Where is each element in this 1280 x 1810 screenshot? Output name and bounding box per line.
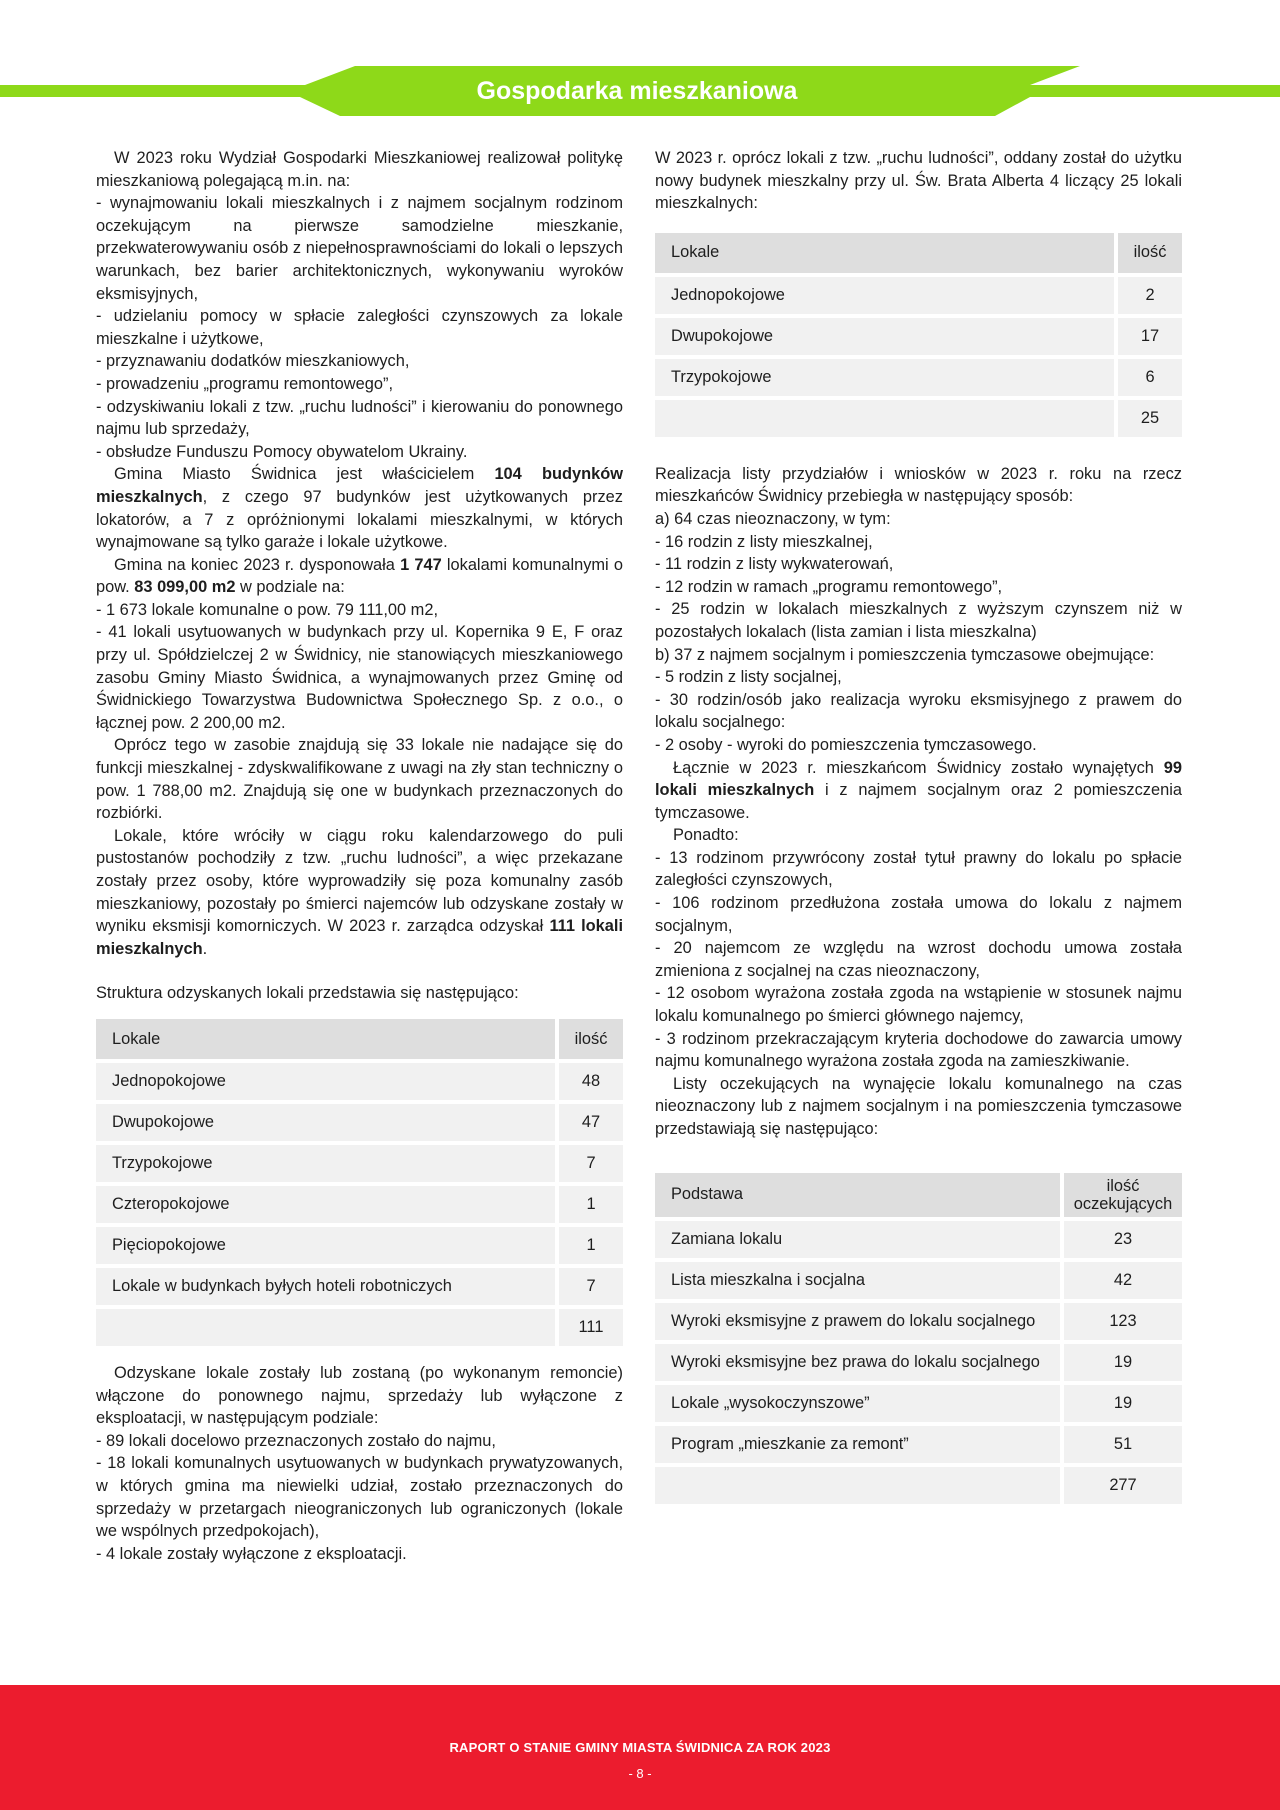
- table-cell: 2: [1118, 277, 1182, 314]
- rented-count: 99 lokali mieszkalnych: [655, 758, 1182, 800]
- unfit-paragraph: Oprócz tego w zasobie znajdują się 33 lokale nie nadające się do funkcji mieszkalnej - zdyskwalifikowane z uwagi na zły stan techniczny o pow. 1 788,00 m2. Znajdują się one w budynkach przeznaczonych do rozbiórki.: [96, 736, 623, 823]
- table-header-row: [655, 1173, 1182, 1217]
- column-header: ilość: [1118, 233, 1182, 273]
- table-cell: 17: [1118, 318, 1182, 355]
- allocation-item: - 5 rodzin z listy socjalnej,: [655, 668, 842, 687]
- table-cell: [655, 1467, 1060, 1504]
- intro-item: - odzyskiwaniu lokali z tzw. „ruchu ludności” i kierowaniu do ponownego najmu lub sprzedaży,: [96, 397, 623, 439]
- units-count: 1 747: [400, 555, 442, 574]
- table-cell: Dwupokojowe: [655, 318, 1114, 355]
- allocation-paragraph: Realizacja listy przydziałów i wniosków w 2023 r. roku na rzecz mieszkańców Świdnicy przebiegła w następujący sposób:: [655, 464, 1182, 506]
- table-row: [655, 1344, 1182, 1381]
- table-row: [96, 1104, 623, 1141]
- page-footer: [0, 1685, 1280, 1810]
- table-cell: 23: [1064, 1221, 1182, 1258]
- table-row: [96, 1186, 623, 1223]
- new-building-paragraph: W 2023 r. oprócz lokali z tzw. „ruchu ludności”, oddany został do użytku nowy budynek mieszkalny przy ul. Św. Brata Alberta 4 liczący 25 lokali mieszkalnych:: [655, 149, 1182, 213]
- outro-paragraph: Odzyskane lokale zostały lub zostaną (po wykonanym remoncie) włączone do ponownego najmu, sprzedaży lub wyłączone z eksploatacji, w następującym podziale:: [96, 1363, 623, 1428]
- intro-item: - udzielaniu pomocy w spłacie zaległości czynszowych za lokale mieszkalne i użytkowe,: [96, 307, 623, 348]
- table-cell: 7: [559, 1145, 623, 1182]
- table-cell: Lokale „wysokoczynszowe”: [655, 1385, 1060, 1422]
- total-rented-paragraph: Łącznie w 2023 r. mieszkańcom Świdnicy zostało wynajętych 99 lokali mieszkalnych i z najmem socjalnym oraz 2 pomieszczenia tymczasowe.: [655, 758, 1182, 822]
- allocation-item: - 11 rodzin z listy wykwaterowań,: [655, 555, 894, 574]
- stock-item: - 1 673 lokale komunalne o pow. 79 111,00 m2,: [96, 600, 439, 619]
- table-cell: Lokale w budynkach byłych hoteli robotniczych: [96, 1268, 555, 1305]
- intro-item: - obsłudze Funduszu Pomocy obywatelom Ukrainy.: [96, 442, 468, 461]
- table-row: [655, 318, 1182, 355]
- outro-item: - 89 lokali docelowo przeznaczonych zostało do najmu,: [96, 1431, 496, 1450]
- table-cell: 42: [1064, 1262, 1182, 1299]
- table-total: 277: [1064, 1467, 1182, 1504]
- intro-paragraph: W 2023 roku Wydział Gospodarki Mieszkaniowej realizował politykę mieszkaniową polegającą m.in. na:: [96, 149, 623, 190]
- allocation-item: b) 37 z najmem socjalnym i pomieszczenia tymczasowe obejmujące:: [655, 645, 1155, 664]
- table-row: [655, 277, 1182, 314]
- table-row: [655, 1262, 1182, 1299]
- moreover-item: - 106 rodzinom przedłużona została umowa do lokalu z najmem socjalnym,: [655, 894, 1182, 935]
- table-row: [655, 359, 1182, 396]
- units-area: 83 099,00 m2: [134, 578, 236, 597]
- table-cell: Zamiana lokalu: [655, 1221, 1060, 1258]
- table-cell: Trzypokojowe: [655, 359, 1114, 396]
- moreover-item: - 12 osobom wyrażona została zgoda na wstąpienie w stosunek najmu lokalu komunalnego po śmierci głównego najemcy,: [655, 984, 1182, 1026]
- intro-item: - wynajmowaniu lokali mieszkalnych i z najmem socjalnym rodzinom oczekującym na pierwsze samodzielne mieszkanie, przekwaterowywaniu osób z niepełnosprawnościami do lokali o lepszych warunkach, bez barier architektonicznych, wykonywaniu wyroków eksmisyjnych,: [96, 194, 623, 303]
- section-banner: [0, 66, 1280, 116]
- new-building-table: [651, 229, 1186, 441]
- table-cell: Lista mieszkalna i socjalna: [655, 1262, 1060, 1299]
- table-total: 25: [1118, 400, 1182, 437]
- allocation-item: - 16 rodzin z listy mieszkalnej,: [655, 532, 873, 551]
- outro-item: - 18 lokali komunalnych usytuowanych w budynkach prywatyzowanych, w których gmina ma niewielki udział, zostało przeznaczonych do sprzedaży w przetargach nieograniczonych lub ograniczonych (lokale we wspólnych przedpokojach),: [96, 1454, 623, 1541]
- table-cell: Jednopokojowe: [96, 1063, 555, 1100]
- table-intro: Struktura odzyskanych lokali przedstawia się następująco:: [96, 984, 519, 1003]
- allocation-item: - 2 osoby - wyroki do pomieszczenia tymczasowego.: [655, 735, 1037, 754]
- table-cell: 19: [1064, 1344, 1182, 1381]
- buildings-count: 104 budynków mieszkalnych: [96, 465, 623, 506]
- table-cell: Trzypokojowe: [96, 1145, 555, 1182]
- table-header-row: [655, 233, 1182, 273]
- left-column: [96, 147, 623, 1565]
- moreover-item: - 13 rodzinom przywrócony został tytuł prawny do lokalu po spłacie zaległości czynszowych,: [655, 848, 1182, 890]
- table-row: [655, 1221, 1182, 1258]
- column-header: Lokale: [96, 1019, 555, 1059]
- moreover-item: - 20 najemcom ze względu na wzrost dochodu umowa została zmieniona z socjalnej na czas nieoznaczony,: [655, 939, 1182, 980]
- table-row: [655, 1426, 1182, 1463]
- intro-item: - prowadzeniu „programu remontowego”,: [96, 374, 393, 393]
- table-cell: 6: [1118, 359, 1182, 396]
- column-header: ilość oczekujących: [1064, 1173, 1182, 1217]
- allocation-item: - 25 rodzin w lokalach mieszkalnych z wyższym czynszem niż w pozostałych lokalach (lista zamian i lista mieszkalna): [655, 600, 1182, 641]
- table-cell: Czteropokojowe: [96, 1186, 555, 1223]
- moreover-item: - 3 rodzinom przekraczającym kryteria dochodowe do zawarcia umowy najmu komunalnego wyrażona została zgoda na zamieszkiwanie.: [655, 1029, 1182, 1071]
- table-cell: Pięciopokojowe: [96, 1227, 555, 1264]
- table-cell: 19: [1064, 1385, 1182, 1422]
- page-number: - 8 -: [628, 1766, 652, 1781]
- ownership-paragraph: Gmina Miasto Świdnica jest właścicielem 104 budynków mieszkalnych, z czego 97 budynków jest użytkowanych przez lokatorów, a 7 z opróżnionymi lokalami mieszkalnymi, w których wynajmowane są tylko garaże i lokale użytkowe.: [96, 465, 623, 552]
- stock-item: - 41 lokali usytuowanych w budynkach przy ul. Kopernika 9 E, F oraz przy ul. Spółdzielczej 2 w Świdnicy, nie stanowiących mieszkaniowego zasobu Gminy Miasto Świdnica, a wynajmowanych przez Gminę od Świdnickiego Towarzystwa Budownictwa Społecznego Sp. z o.o., o łącznej pow. 2 200,00 m2.: [96, 623, 623, 732]
- footer-title: RAPORT O STANIE GMINY MIASTA ŚWIDNICA ZA ROK 2023: [449, 1740, 831, 1755]
- table-cell: 7: [559, 1268, 623, 1305]
- allocation-item: a) 64 czas nieoznaczony, w tym:: [655, 509, 891, 528]
- recovered-paragraph: Lokale, które wróciły w ciągu roku kalendarzowego do puli pustostanów pochodziły z tzw. „ruchu ludności”, a więc przekazane zostały przez osoby, które wyprowadziły się poza komunalny zasób mieszkaniowy, pozostały po śmierci najemców lub odzyskane zostały w wyniku eksmisji komorniczych. W 2023 r. zarządca odzyskał 111 lokali mieszkalnych.: [96, 826, 624, 958]
- table-cell: [96, 1309, 555, 1346]
- recovered-count: 111 lokali mieszkalnych: [96, 917, 624, 958]
- table-cell: Wyroki eksmisyjne bez prawa do lokalu socjalnego: [655, 1344, 1060, 1381]
- table-header-row: [96, 1019, 623, 1059]
- waiting-lists-table: [651, 1169, 1186, 1508]
- table-row: [96, 1063, 623, 1100]
- table-cell: Dwupokojowe: [96, 1104, 555, 1141]
- table-cell: Jednopokojowe: [655, 277, 1114, 314]
- moreover-label: Ponadto:: [673, 826, 739, 845]
- waiting-intro: Listy oczekujących na wynajęcie lokalu komunalnego na czas nieoznaczony lub z najmem socjalnym i na pomieszczenia tymczasowe przedstawiają się następująco:: [655, 1074, 1182, 1138]
- table-cell: Wyroki eksmisyjne z prawem do lokalu socjalnego: [655, 1303, 1060, 1340]
- table-row: [655, 1385, 1182, 1422]
- table-row: [96, 1227, 623, 1264]
- column-header: Podstawa: [655, 1173, 1060, 1217]
- table-cell: Program „mieszkanie za remont”: [655, 1426, 1060, 1463]
- table-cell: [655, 400, 1114, 437]
- table-cell: 1: [559, 1227, 623, 1264]
- table-total-row: [655, 1467, 1182, 1504]
- recovered-units-table: [92, 1015, 627, 1350]
- table-row: [96, 1268, 623, 1305]
- intro-item: - przyznawaniu dodatków mieszkaniowych,: [96, 352, 410, 371]
- column-header: Lokale: [655, 233, 1114, 273]
- table-cell: 48: [559, 1063, 623, 1100]
- table-row: [655, 1303, 1182, 1340]
- table-cell: 123: [1064, 1303, 1182, 1340]
- right-column: [655, 147, 1182, 1508]
- table-total-row: [655, 400, 1182, 437]
- stock-paragraph: Gmina na koniec 2023 r. dysponowała 1 747 lokalami komunalnymi o pow. 83 099,00 m2 w podziale na:: [96, 555, 623, 597]
- allocation-item: - 30 rodzin/osób jako realizacja wyroku eksmisyjnego z prawem do lokalu socjalnego:: [655, 690, 1182, 732]
- allocation-item: - 12 rodzin w ramach „programu remontowego”,: [655, 577, 1003, 596]
- table-row: [96, 1145, 623, 1182]
- table-cell: 1: [559, 1186, 623, 1223]
- table-cell: 47: [559, 1104, 623, 1141]
- outro-item: - 4 lokale zostały wyłączone z eksploatacji.: [96, 1544, 407, 1563]
- table-cell: 51: [1064, 1426, 1182, 1463]
- column-header: ilość: [559, 1019, 623, 1059]
- table-total-row: [96, 1309, 623, 1346]
- page-title: Gospodarka mieszkaniowa: [476, 77, 798, 105]
- table-total: 111: [559, 1309, 623, 1346]
